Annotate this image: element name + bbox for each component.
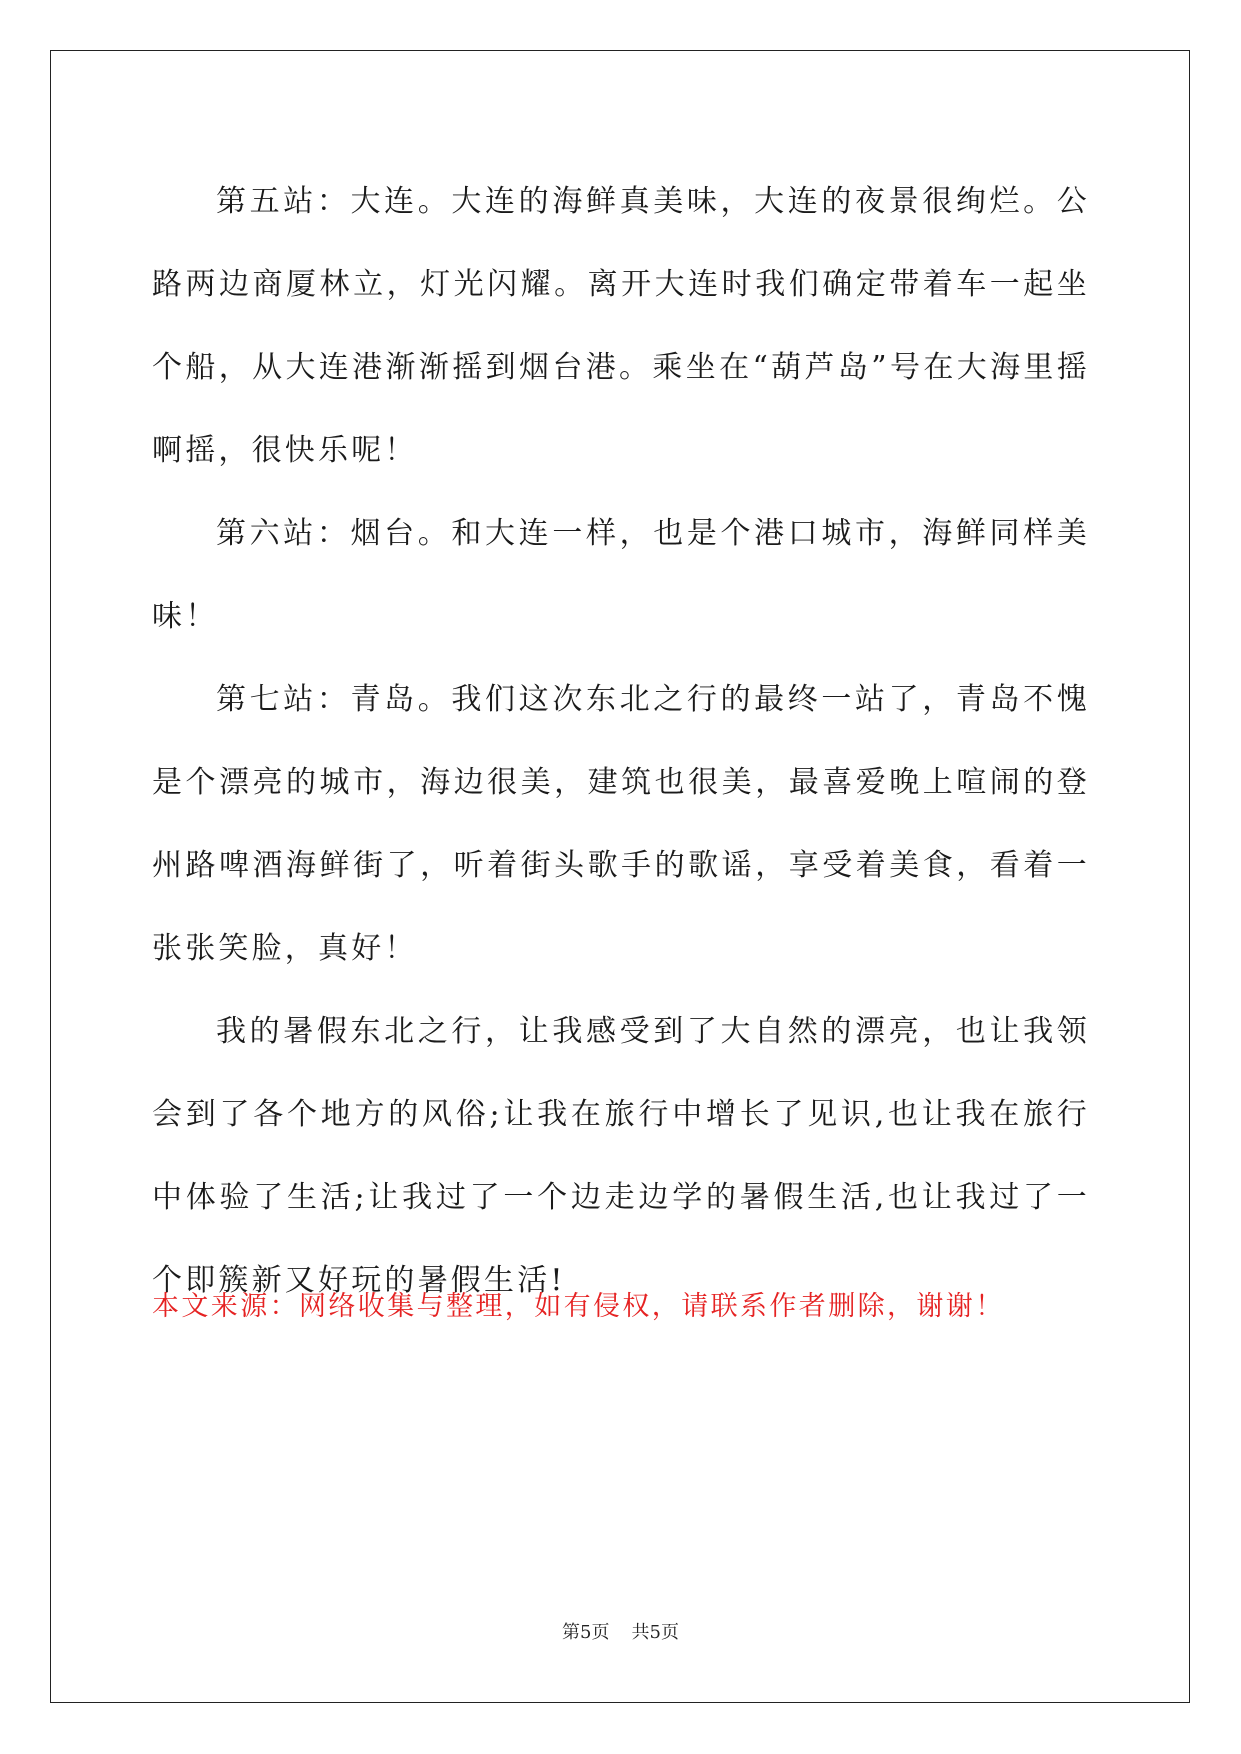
page-footer: [0, 1621, 1241, 1645]
paragraph-conclusion: 我的暑假东北之行，让我感受到了大自然的漂亮，也让我领会到了各个地方的风俗;让我在旅行中增长了见识,也让我在旅行中体验了生活;让我过了一个边走边学的暑假生活,也让我过了一个即簇新又好玩的暑假生活!: [152, 1014, 1090, 1298]
document-body: [152, 160, 1090, 1322]
paragraph-qingdao: 第七站：青岛。我们这次东北之行的最终一站了，青岛不愧是个漂亮的城市，海边很美，建筑也很美，最喜爱晚上喧闹的登州路啤酒海鲜街了，听着街头歌手的歌谣，享受着美食，看着一张张笑脸，真好！: [152, 682, 1090, 966]
paragraph-dalian: 第五站：大连。大连的海鲜真美味，大连的夜景很绚烂。公路两边商厦林立，灯光闪耀。离开大连时我们确定带着车一起坐个船，从大连港渐渐摇到烟台港。乘坐在“葫芦岛”号在大海里摇啊摇，很快乐呢！: [152, 184, 1090, 468]
source-disclaimer: 本文来源：网络收集与整理，如有侵权，请联系作者删除，谢谢！: [152, 1291, 1005, 1322]
page-number-total: 共5页: [631, 1622, 679, 1643]
page-number-current: 第5页: [562, 1622, 610, 1643]
paragraph-yantai: 第六站：烟台。和大连一样，也是个港口城市，海鲜同样美味！: [152, 516, 1090, 634]
